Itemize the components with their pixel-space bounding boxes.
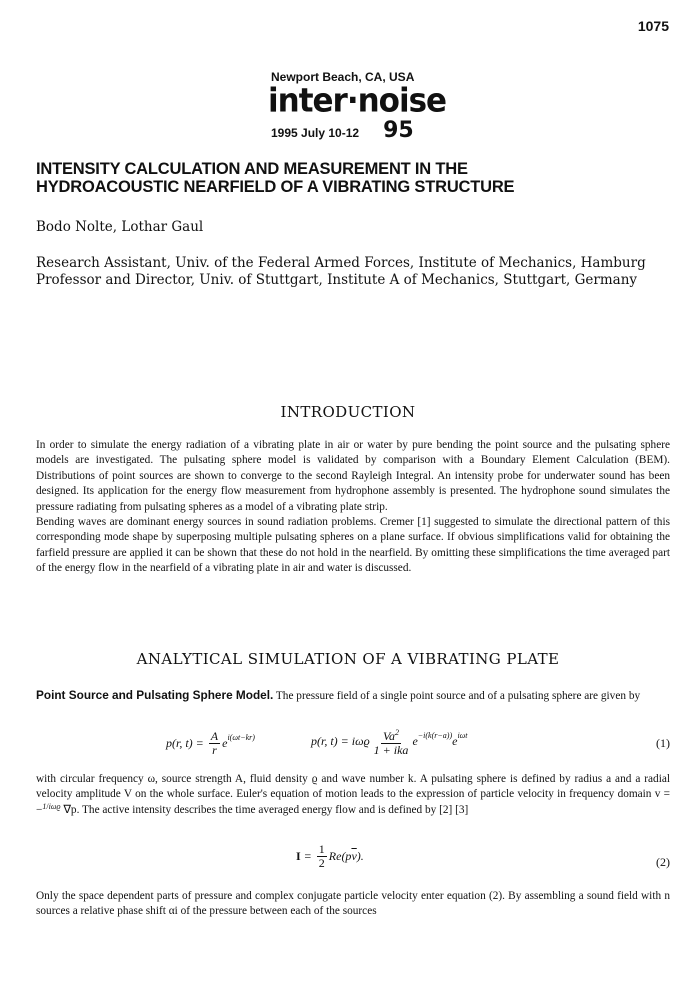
conference-header: [268, 70, 468, 143]
equation-number: (2): [656, 855, 670, 869]
runin-heading: Point Source and Pulsating Sphere Model.: [36, 688, 274, 702]
equation-1: [36, 724, 670, 764]
section-heading: ANALYTICAL SIMULATION OF A VIBRATING PLATE: [136, 650, 560, 668]
equation-number: (1): [656, 736, 670, 750]
affiliation-line: Professor and Director, Univ. of Stuttgart, Institute A of Mechanics, Stuttgart, Germany: [36, 272, 638, 288]
affiliation-line: Research Assistant, Univ. of the Federal Armed Forces, Institute of Mechanics, Hamburg: [36, 255, 646, 271]
paragraph-text: ∇p. The active intensity describes the time averaged energy flow and is defined by [2] [3]: [63, 803, 469, 816]
paragraph-text: with circular frequency ω, source strength A, fluid density ϱ and wave number k. A pulsating sphere is defined by radius a and a radial velocity amplitude V on the whole surface. Euler's equation of motion leads to the expression of particle velocity in frequency domain v = −: [36, 773, 670, 816]
introduction-heading: INTRODUCTION: [280, 403, 416, 421]
equation-2: [36, 843, 670, 883]
intensity-formula: I = $\frac{1}{2}$ Re(p $\overline{v}$ ).: [296, 842, 364, 870]
paragraph-text: The pressure field of a single point source and of a pulsating sphere are given by: [275, 690, 641, 702]
conference-year: 95: [383, 118, 414, 143]
section-paragraph-2: with circular frequency ω, source strength A, fluid density ϱ and wave number k. A pulsating sphere is defined by radius a and a radial velocity amplitude V on the whole surface. Euler's equation of motion leads to the expression of particle velocity in frequency domain v = −$^{1/i\omega ϱ}$ ∇p. The active intensity describes the time averaged energy flow and is defined by [2] [3]: [36, 773, 670, 816]
authors: Bodo Nolte, Lothar Gaul: [36, 219, 204, 235]
page-number: 1075: [637, 18, 669, 34]
paragraph-text: Only the space dependent parts of pressure and complex conjugate particle velocity enter equation (2). By assembling a sound field with n sources a relative phase shift αi of the pressure between each of the sources: [36, 890, 670, 918]
section-paragraph-1: [36, 688, 670, 704]
paper-title: [36, 160, 676, 196]
pulsating-sphere-formula: p(r, t) = iωϱ $\frac{Va^2}{\text{1 + ika}}$ e −i(k(r−a)) e iωt: [311, 728, 468, 757]
conference-dates: 1995 July 10-12: [271, 126, 360, 140]
section-paragraph-3: [36, 889, 670, 920]
conference-dates-row: [271, 118, 468, 143]
conference-location: Newport Beach, CA, USA: [271, 70, 415, 84]
affiliations: [36, 255, 676, 289]
introduction-paragraph: In order to simulate the energy radiation of a vibrating plate in air or water by pure bending the point source and the pulsating sphere models are investigated. The pulsating sphere model is validated by comparison with a Boundary Element Calculation (BEM). Distributions of point sources are shown to converge to the second Rayleigh Integral. An intensity probe for underwater sound has been designed. Its application for the energy flow measurement from hydrophone assembly is presented. The hydrophone sound simulates the pressure radiating from pulsating spheres as a model of a vibrating plate strip.: [36, 439, 670, 513]
title-line: HYDROACOUSTIC NEARFIELD OF A VIBRATING STRUCTURE: [36, 178, 515, 196]
introduction-body: [36, 438, 670, 577]
introduction-paragraph: Bending waves are dominant energy sources in sound radiation problems. Cremer [1] suggested to simulate the directional pattern of this corresponding mode shape by superposing multiple pulsating spheres on a plane surface. If obvious simplifications valid for obtaining the farfield pressure are applied it can be shown that these do not hold in the nearfield. By omitting these simplifications the time averaged part of the energy flow in the nearfield of a vibrating plate in air and water is discussed.: [36, 516, 670, 575]
point-source-formula: p(r, t) = $\frac{A}{r}$ e i(ωt−kr): [166, 729, 255, 757]
title-line: INTENSITY CALCULATION AND MEASUREMENT IN THE: [36, 160, 468, 178]
conference-logo: inter·noise: [268, 82, 447, 120]
